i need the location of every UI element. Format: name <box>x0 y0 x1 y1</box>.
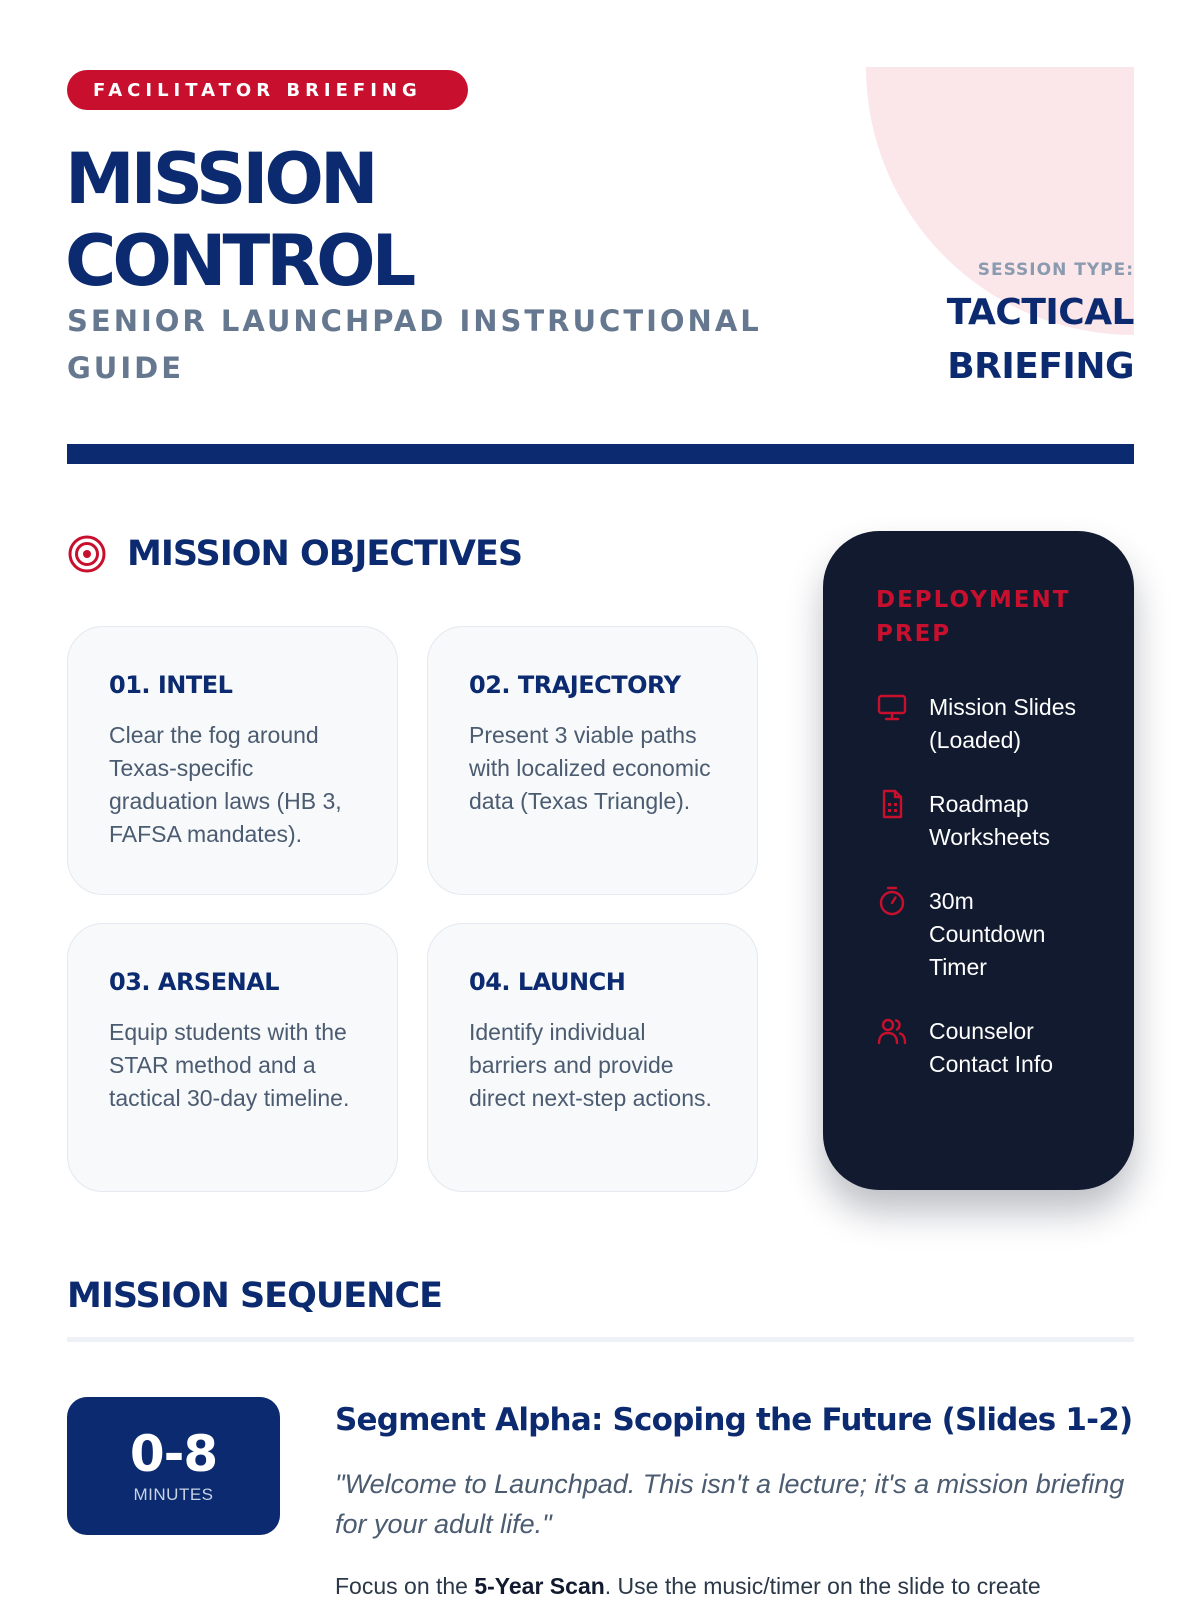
objective-card-intel <box>67 626 398 895</box>
prep-item-slides <box>876 691 1114 757</box>
objective-card-arsenal <box>67 923 398 1192</box>
page-title <box>65 138 685 302</box>
target-icon <box>67 534 107 574</box>
segment-time-unit: MINUTES <box>133 1485 214 1504</box>
deployment-prep-heading: DEPLOYMENT PREP <box>876 587 1071 647</box>
objective-card-title: 03. ARSENAL <box>109 968 280 996</box>
objective-card-trajectory <box>427 626 758 895</box>
session-type-label: SESSION TYPE: <box>977 260 1134 280</box>
document-icon <box>876 788 908 820</box>
deployment-prep-panel <box>823 531 1134 1190</box>
prep-item-contacts <box>876 1015 1114 1081</box>
prep-item-label: Counselor Contact Info <box>929 1018 1054 1077</box>
title-line-2: CONTROL <box>65 220 413 302</box>
page-subtitle: SENIOR LAUNCHPAD INSTRUCTIONAL GUIDE <box>67 304 762 385</box>
objectives-heading-text: MISSION OBJECTIVES <box>127 534 523 574</box>
title-line-1: MISSION <box>65 138 375 220</box>
users-icon <box>876 1015 908 1047</box>
objective-card-title: 01. INTEL <box>109 671 233 699</box>
segment-time-value: 0-8 <box>129 1425 218 1483</box>
sequence-divider <box>67 1337 1134 1342</box>
prep-item-label: Mission Slides (Loaded) <box>929 694 1076 753</box>
segment-text-prefix: Focus on the <box>335 1573 475 1599</box>
prep-item-timer <box>876 885 1114 984</box>
facilitator-badge: FACILITATOR BRIEFING <box>67 70 468 110</box>
segment-text-suffix: . Use the music/timer on the slide to create <box>604 1573 1041 1599</box>
objective-card-launch <box>427 923 758 1192</box>
sequence-heading: MISSION SEQUENCE <box>67 1276 443 1316</box>
header-divider <box>67 444 1134 464</box>
segment-text-bold: 5-Year Scan <box>474 1573 605 1599</box>
segment-time-box <box>67 1397 280 1535</box>
objectives-heading <box>67 534 522 574</box>
objective-card-text: Clear the fog around Texas-specific graduation laws (HB 3, FAFSA mandates). <box>109 722 342 847</box>
monitor-icon <box>876 691 908 723</box>
prep-item-worksheets <box>876 788 1114 854</box>
objective-card-title: 02. TRAJECTORY <box>469 671 681 699</box>
objective-card-text: Identify individual barriers and provide direct next-step actions. <box>469 1019 712 1111</box>
stopwatch-icon <box>876 885 908 917</box>
objective-card-title: 04. LAUNCH <box>469 968 626 996</box>
segment-title: Segment Alpha: Scoping the Future (Slides 1-2) <box>335 1402 1133 1438</box>
session-type-value: TACTICAL BRIEFING <box>946 292 1134 387</box>
prep-item-label: 30m Countdown Timer <box>929 888 1046 980</box>
segment-description <box>335 1570 1135 1600</box>
prep-item-label: Roadmap Worksheets <box>929 791 1051 850</box>
objective-card-text: Equip students with the STAR method and a tactical 30-day timeline. <box>109 1019 350 1111</box>
objective-card-text: Present 3 viable paths with localized economic data (Texas Triangle). <box>469 722 711 814</box>
segment-quote: "Welcome to Launchpad. This isn't a lecture; it's a mission briefing for your adult life." <box>335 1469 1125 1539</box>
